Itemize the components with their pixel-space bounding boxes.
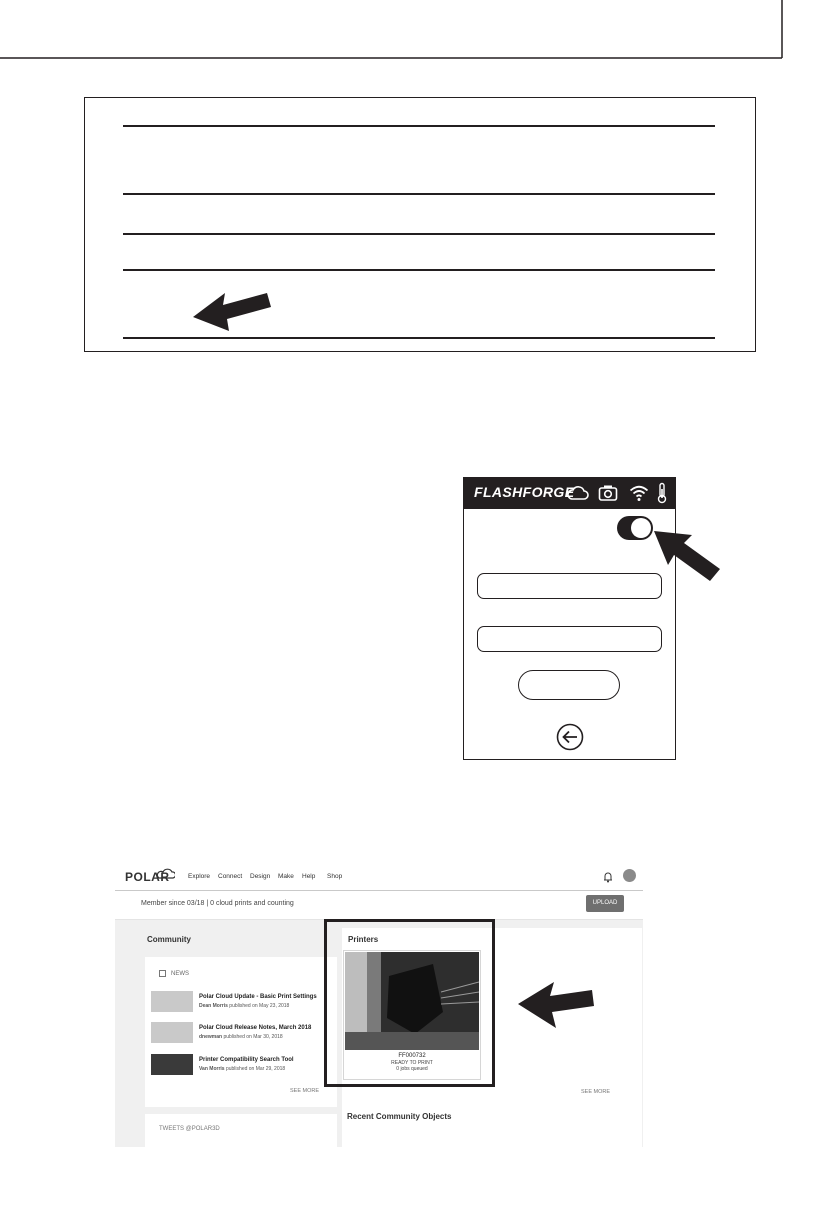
news-title[interactable]: Polar Cloud Update - Basic Print Settings	[199, 994, 317, 1000]
news-title[interactable]: Polar Cloud Release Notes, March 2018	[199, 1025, 312, 1031]
wifi-icon[interactable]	[629, 484, 649, 502]
news-title[interactable]: Printer Compatibility Search Tool	[199, 1057, 294, 1063]
news-thumbnail[interactable]	[151, 991, 193, 1012]
settings-table	[84, 97, 756, 352]
news-label: NEWS	[171, 971, 189, 977]
top-nav	[115, 858, 643, 891]
printer-queue: 0 jobs queued	[396, 1066, 428, 1072]
member-bar	[115, 891, 643, 920]
news-author: Van Morris	[199, 1066, 225, 1072]
avatar[interactable]	[623, 869, 636, 882]
news-meta	[199, 1034, 283, 1040]
register-code-field[interactable]	[477, 573, 662, 599]
table-rule	[123, 125, 715, 127]
member-status: Member since 03/18 | 0 cloud prints and counting	[141, 900, 294, 907]
table-rule	[123, 269, 715, 271]
news-icon	[159, 970, 166, 977]
pointer-arrow-icon	[516, 980, 594, 1032]
thermometer-icon[interactable]	[657, 482, 667, 504]
community-heading: Community	[147, 935, 191, 944]
see-more-link[interactable]: SEE MORE	[290, 1088, 320, 1094]
news-thumbnail[interactable]	[151, 1022, 193, 1043]
tweets-label: TWEETS @POLAR3D	[159, 1126, 220, 1132]
pin-field[interactable]	[477, 626, 662, 652]
news-author: Dean Morris	[199, 1003, 228, 1009]
news-date: published on Mar 29, 2018	[225, 1066, 286, 1072]
recent-objects-heading: Recent Community Objects	[347, 1112, 452, 1121]
see-more-link[interactable]: SEE MORE	[581, 1089, 611, 1095]
nav-help[interactable]: Help	[302, 873, 316, 880]
news-thumbnail[interactable]	[151, 1054, 193, 1075]
toggle-knob	[631, 518, 651, 538]
pointer-arrow-icon	[191, 291, 271, 331]
nav-make[interactable]: Make	[278, 873, 294, 880]
nav-connect[interactable]: Connect	[218, 873, 243, 880]
nav-explore[interactable]: Explore	[188, 873, 211, 880]
printer-status: READY TO PRINT	[391, 1060, 433, 1066]
table-rule	[123, 193, 715, 195]
cloud-logo-icon	[157, 868, 175, 880]
printer-screen	[463, 477, 676, 760]
news-date: published on May 23, 2018	[229, 1003, 290, 1009]
news-date: published on Mar 30, 2018	[223, 1034, 283, 1040]
news-author: dnewman	[199, 1034, 223, 1040]
pointer-arrow-icon	[652, 529, 722, 583]
news-meta	[199, 1066, 285, 1072]
upload-button[interactable]: UPLOAD	[586, 895, 624, 912]
polar-logo[interactable]: POLAR	[125, 870, 170, 884]
confirm-button[interactable]	[518, 670, 620, 700]
printer-header	[464, 478, 675, 509]
nav-design[interactable]: Design	[250, 873, 271, 880]
printers-highlight-box	[324, 919, 495, 1087]
camera-icon[interactable]	[598, 484, 618, 502]
back-arrow-icon[interactable]	[556, 723, 584, 751]
news-meta	[199, 1003, 289, 1009]
bell-icon[interactable]	[603, 871, 613, 883]
table-rule	[123, 233, 715, 235]
cloud-toggle-switch[interactable]	[617, 516, 653, 540]
table-rule	[123, 337, 715, 339]
top-divider	[0, 0, 828, 70]
printer-id: FF000732	[398, 1053, 426, 1059]
flashforge-logo: FLASHFORGE	[474, 484, 575, 500]
cloud-icon[interactable]	[567, 484, 589, 502]
printers-heading: Printers	[348, 935, 379, 944]
nav-shop[interactable]: Shop	[327, 873, 343, 880]
